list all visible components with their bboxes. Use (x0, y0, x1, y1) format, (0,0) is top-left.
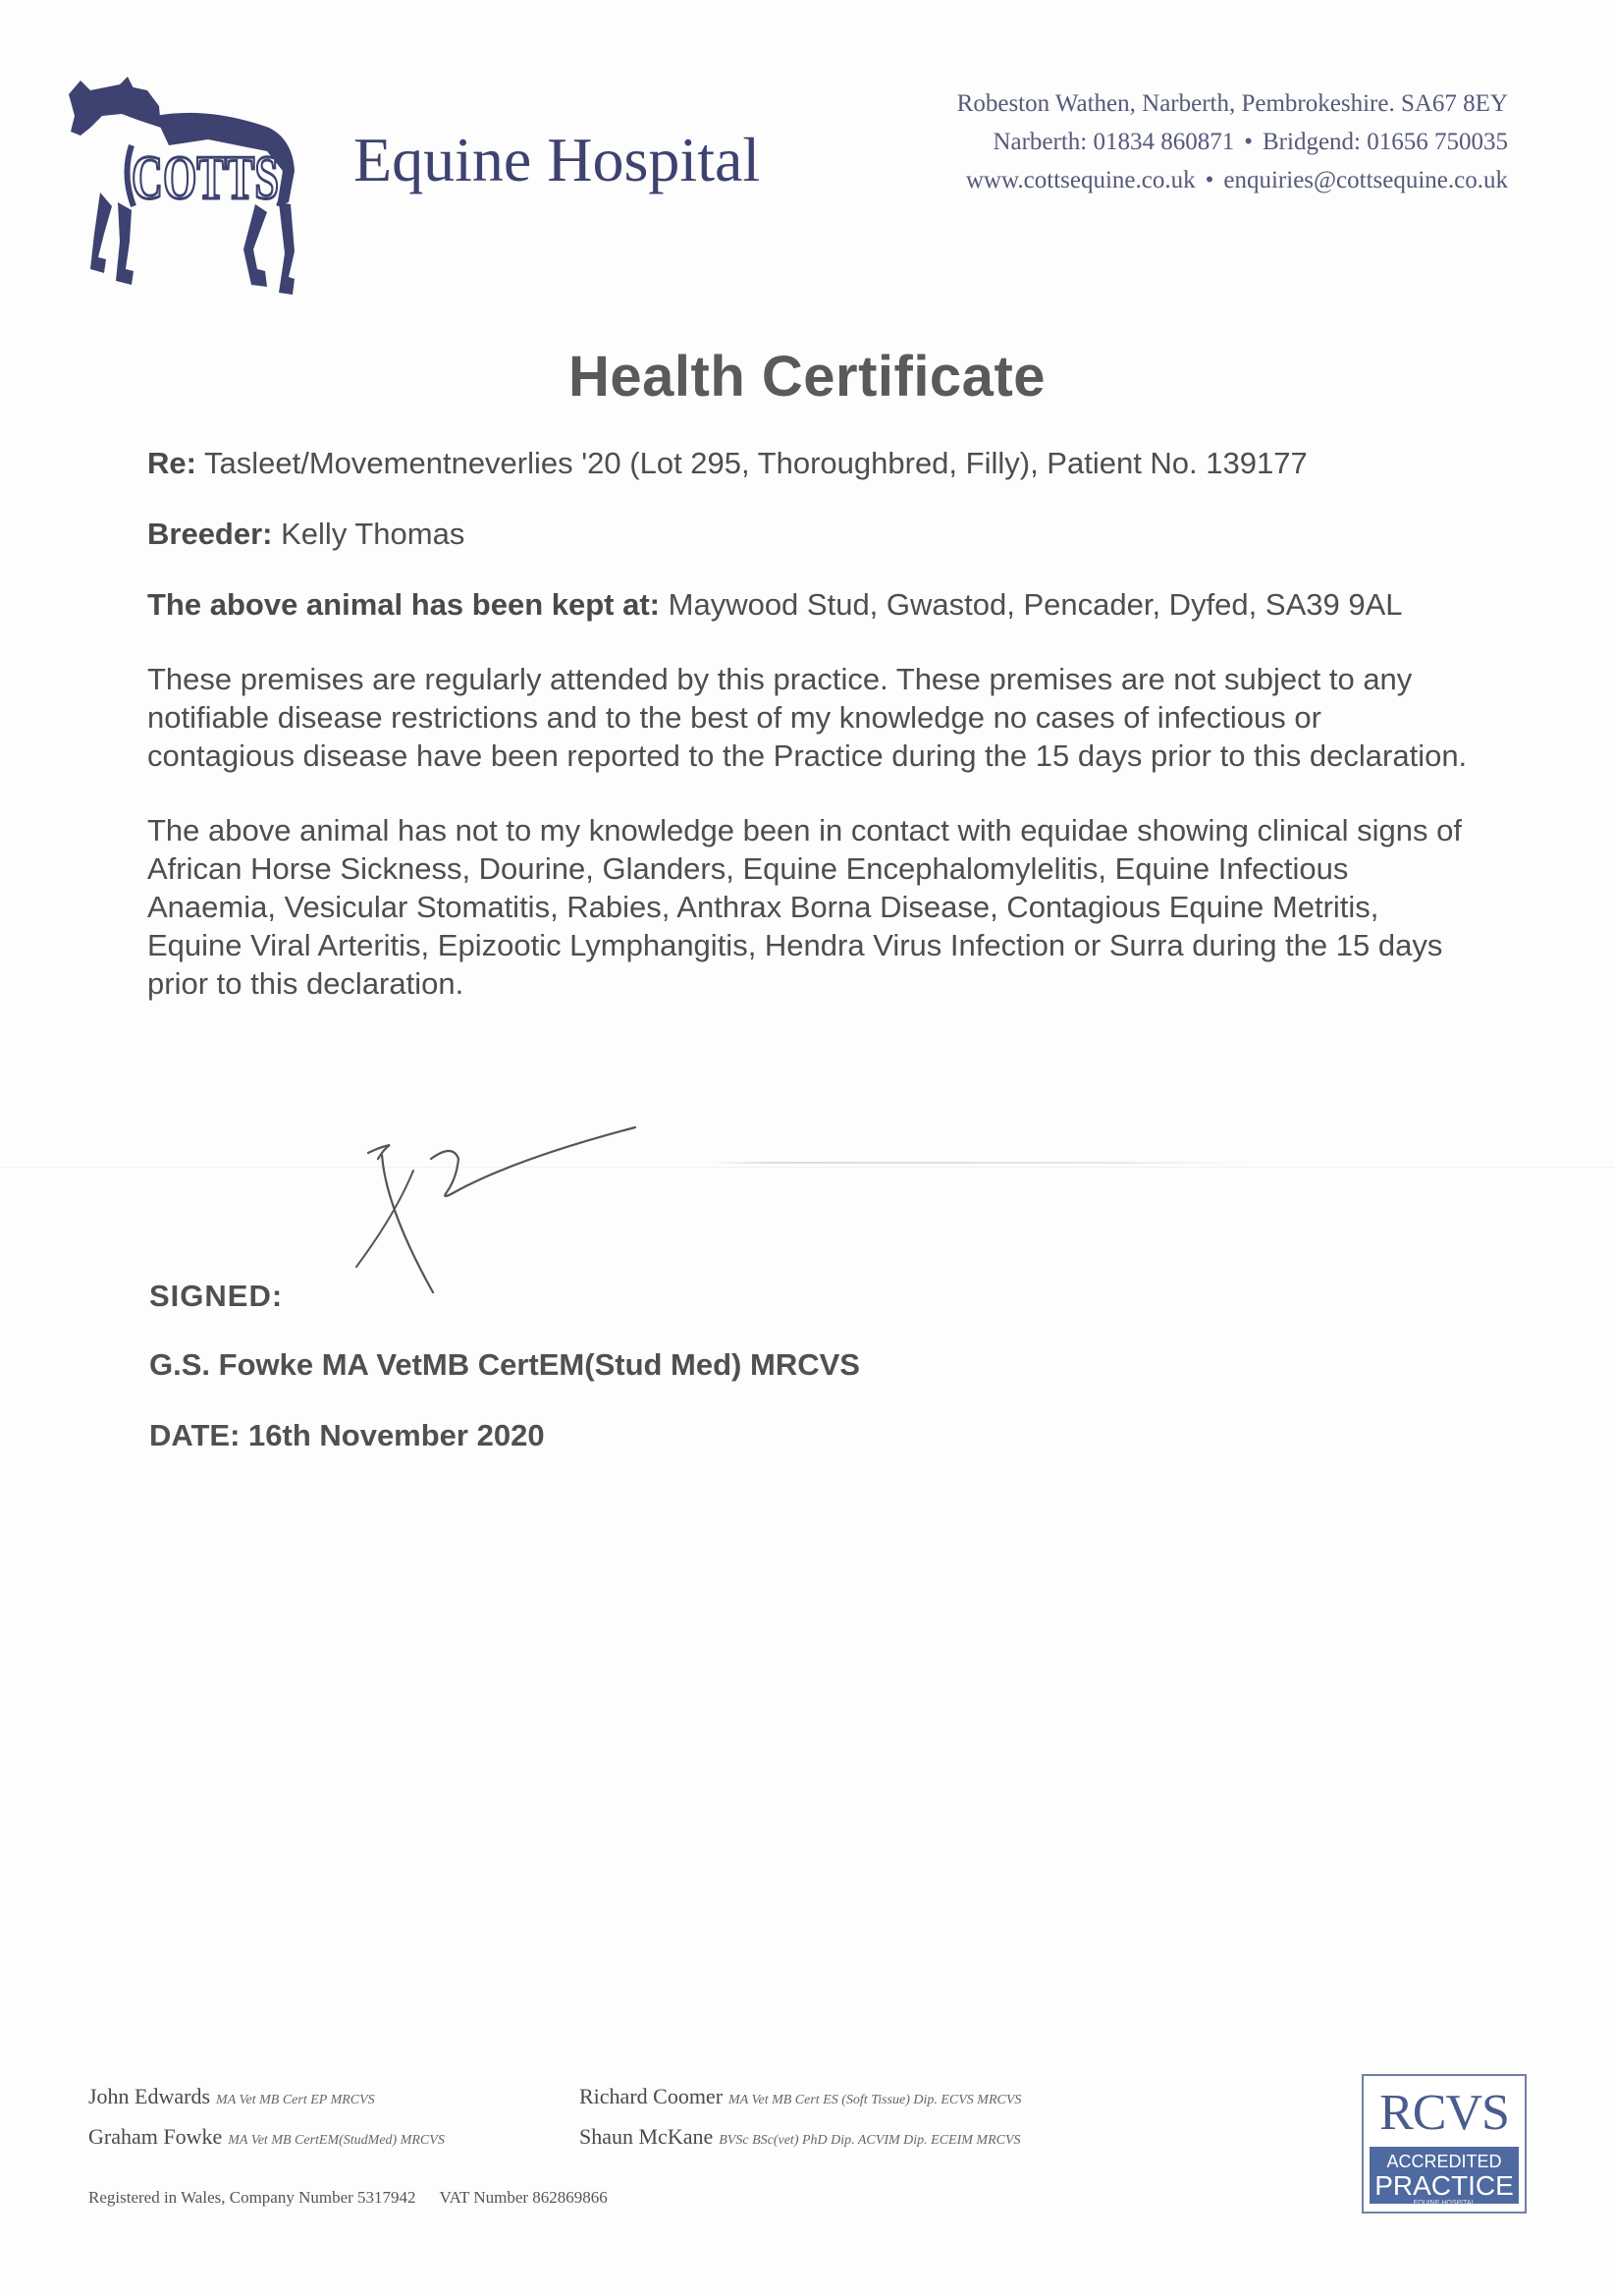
staff-name: Graham Fowke (88, 2124, 223, 2149)
premises-paragraph: These premises are regularly attended by this practice. These premises are not subject to any notifiable disease restrictions and to the best of my knowledge no cases of infectious or contagious disease have been reported to the Practice during the 15 days prior to this declaration. (147, 662, 1468, 773)
rcvs-line-accredited: ACCREDITED (1386, 2152, 1502, 2171)
hospital-name: Equine Hospital (353, 125, 761, 194)
staff-list-left (88, 2078, 445, 2159)
vat-number: VAT Number 862869866 (439, 2188, 608, 2207)
signature-line (707, 1162, 1257, 1164)
staff-entry (579, 2118, 1021, 2159)
document-title: Health Certificate (567, 345, 1047, 409)
registration-line (88, 2188, 608, 2208)
vet-name: G.S. Fowke MA VetMB CertEM(Stud Med) MRCVS (149, 1347, 860, 1382)
breeder-value: Kelly Thomas (281, 517, 465, 551)
cotts-horse-logo (61, 77, 336, 302)
phone-line (957, 123, 1508, 161)
phone-narberth: Narberth: 01834 860871 (993, 129, 1235, 155)
staff-quals: MA Vet MB CertEM(StudMed) MRCVS (228, 2133, 445, 2148)
handwritten-signature (339, 1120, 653, 1296)
address-line: Robeston Wathen, Narberth, Pembrokeshire. SA67 8EY (956, 90, 1508, 117)
rcvs-band (1370, 2147, 1519, 2207)
separator-dot: • (1244, 129, 1253, 155)
separator-dot: • (1205, 167, 1214, 193)
staff-name: Richard Coomer (579, 2084, 724, 2108)
breeder-line (147, 515, 1473, 553)
staff-name: Shaun McKane (579, 2124, 714, 2149)
kept-at-label: The above animal has been kept at: (147, 587, 660, 622)
website-link[interactable]: www.cottsequine.co.uk (965, 167, 1196, 193)
staff-quals: MA Vet MB Cert ES (Soft Tissue) Dip. ECVS MRCVS (728, 2093, 1022, 2107)
staff-name: John Edwards (88, 2084, 211, 2108)
phone-bridgend: Bridgend: 01656 750035 (1263, 129, 1508, 155)
staff-quals: MA Vet MB Cert EP MRCVS (216, 2093, 375, 2107)
re-line (147, 444, 1473, 482)
date-line: DATE: 16th November 2020 (149, 1418, 545, 1452)
re-value: Tasleet/Movementneverlies '20 (Lot 295, Thoroughbred, Filly), Patient No. 139177 (204, 446, 1308, 480)
company-number: Registered in Wales, Company Number 5317942 (88, 2188, 416, 2207)
staff-entry (88, 2078, 445, 2118)
contact-paragraph: The above animal has not to my knowledge been in contact with equidae showing clinical signs of African Horse Sickness, Dourine, Glanders, Equine Encephalomylelitis, Equine Infectious Anaemia, Vesicular Stomatitis, Rabies, Anthrax Borna Disease, Contagious Equine Metritis, Equine Viral Arteritis, Epizootic Lymphangitis, Hendra Virus Infection or Surra during the 15 days prior to this declaration. (147, 813, 1462, 1001)
contact-block (957, 84, 1508, 199)
logo-wordmark: COTTS (132, 142, 279, 212)
kept-at-value: Maywood Stud, Gwastod, Pencader, Dyfed, SA39 9AL (668, 587, 1403, 622)
rcvs-line-category: EQUINE HOSPITAL (1413, 2200, 1476, 2207)
staff-entry (88, 2118, 445, 2159)
staff-quals: BVSc BSc(vet) PhD Dip. ACVIM Dip. ECEIM MRCVS (719, 2133, 1021, 2148)
web-line (957, 161, 1508, 199)
signed-label: SIGNED: (149, 1279, 284, 1313)
rcvs-accredited-badge (1362, 2074, 1527, 2214)
staff-entry (579, 2078, 1021, 2118)
staff-list-right (579, 2078, 1021, 2159)
re-label: Re: (147, 446, 196, 480)
certificate-body (147, 444, 1473, 1003)
rcvs-mark: RCVS (1379, 2085, 1509, 2141)
rcvs-line-practice: PRACTICE (1374, 2170, 1514, 2201)
kept-at-line (147, 585, 1473, 624)
scan-artifact-line (0, 1167, 1614, 1168)
email-link[interactable]: enquiries@cottsequine.co.uk (1223, 167, 1508, 193)
breeder-label: Breeder: (147, 517, 273, 551)
